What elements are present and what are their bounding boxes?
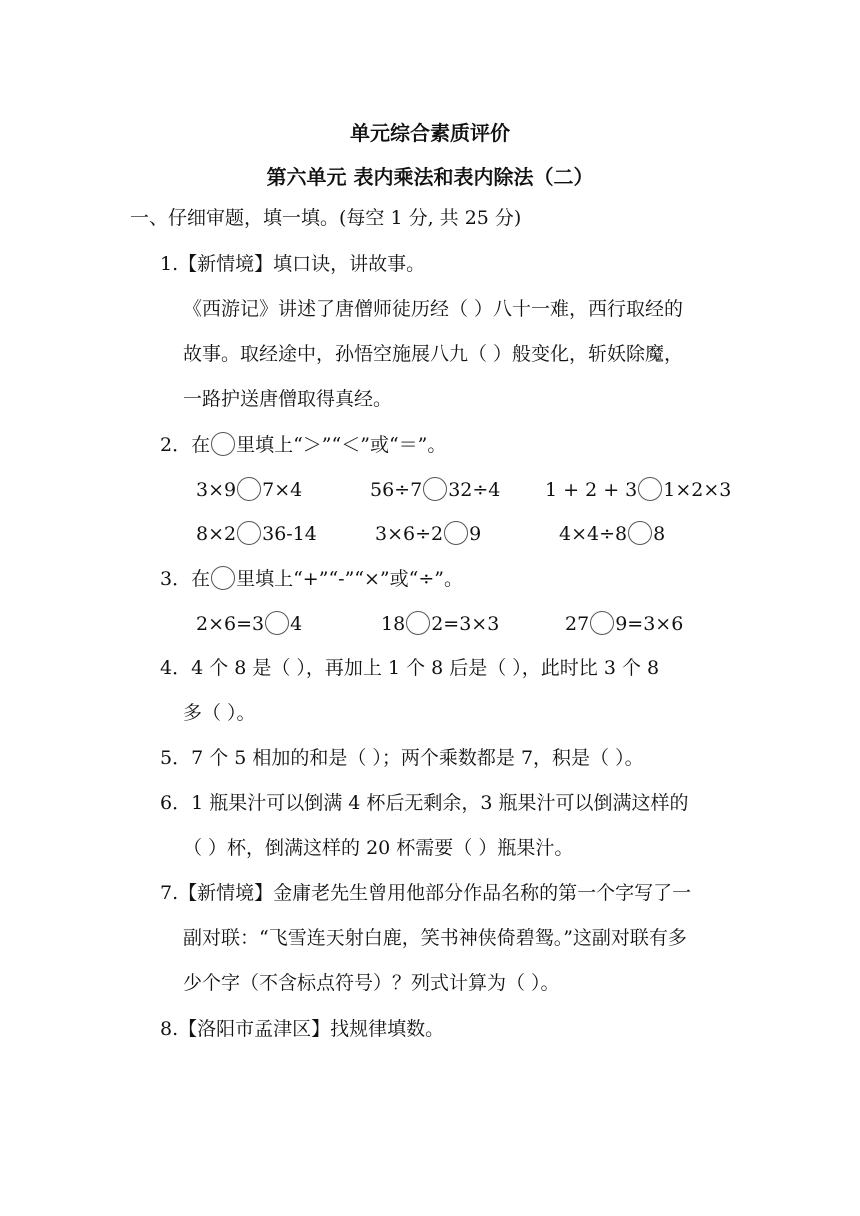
answer-circle[interactable]	[237, 521, 261, 545]
answer-circle	[211, 432, 235, 456]
expr-left: 1 + 2 + 3	[545, 479, 638, 501]
q2-heading-a: 2．在	[160, 434, 211, 456]
q2-item-c	[545, 477, 731, 502]
answer-circle[interactable]	[628, 521, 652, 545]
answer-circle[interactable]	[237, 477, 261, 501]
q2-item-e	[375, 521, 481, 546]
expr-left: 18	[381, 613, 406, 635]
expr-left: 2×6=3	[196, 613, 265, 635]
expr-left: 4×4÷8	[559, 523, 628, 545]
answer-circle[interactable]	[406, 611, 430, 635]
answer-circle[interactable]	[590, 611, 614, 635]
expr-right: 9=3×6	[615, 613, 684, 635]
expr-left: 3×9	[196, 479, 237, 501]
q7-line-1: 7.【新情境】金庸老先生曾用他部分作品名称的第一个字写了一	[160, 882, 692, 904]
section-heading: 一、仔细审题，填一填。(每空 1 分, 共 25 分)	[130, 207, 522, 229]
expr-left: 8×2	[196, 523, 237, 545]
q1-line-2: 故事。取经途中，孙悟空施展八九（ ）般变化，斩妖除魔，	[183, 343, 684, 365]
expr-right: 2=3×3	[431, 613, 500, 635]
expr-right: 36-14	[262, 523, 317, 545]
q7-line-3: 少个字（不含标点符号）？列式计算为（ ）。	[183, 972, 560, 994]
expr-left: 27	[565, 613, 590, 635]
expr-right: 4	[290, 613, 303, 635]
q1-line-1: 《西游记》讲述了唐僧师徒历经（ ）八十一难，西行取经的	[183, 298, 684, 320]
expr-left: 3×6÷2	[375, 523, 444, 545]
q7-line-2: 副对联：“飞雪连天射白鹿，笑书神侠倚碧鸳。”这副对联有多	[183, 927, 687, 949]
answer-circle[interactable]	[265, 611, 289, 635]
q4-line-2: 多（ ）。	[183, 702, 256, 724]
answer-circle[interactable]	[423, 477, 447, 501]
page-title: 单元综合素质评价	[350, 121, 510, 145]
q2-item-d	[196, 521, 317, 546]
expr-left: 56÷7	[370, 479, 423, 501]
q2-heading	[160, 432, 446, 457]
q6-line-2: （ ）杯，倒满这样的 20 杯需要（ ）瓶果汁。	[183, 837, 574, 859]
q2-item-a	[196, 477, 302, 502]
q2-heading-b: 里填上“＞”“＜”或“＝”。	[236, 434, 447, 456]
answer-circle[interactable]	[638, 477, 662, 501]
q3-heading-b: 里填上“+”“-”“×”或“÷”。	[236, 568, 463, 590]
unit-title: 第六单元 表内乘法和表内除法（二）	[266, 165, 594, 189]
expr-right: 1×2×3	[663, 479, 732, 501]
q3-heading-a: 3．在	[160, 568, 211, 590]
expr-right: 8	[653, 523, 666, 545]
q3-item-a	[196, 611, 302, 636]
expr-right: 9	[469, 523, 482, 545]
q4-line-1: 4．4 个 8 是（ ），再加上 1 个 8 后是（ ），此时比 3 个 8	[160, 657, 660, 679]
answer-circle	[211, 566, 235, 590]
q2-item-b	[370, 477, 500, 502]
q1-line-3: 一路护送唐僧取得真经。	[183, 388, 393, 410]
q3-item-b	[381, 611, 499, 636]
q1-heading: 1.【新情境】填口诀，讲故事。	[160, 253, 426, 275]
q8-heading: 8.【洛阳市孟津区】找规律填数。	[160, 1018, 445, 1040]
q5-line: 5．7 个 5 相加的和是（ ）；两个乘数都是 7，积是（ ）。	[160, 747, 644, 769]
answer-circle[interactable]	[444, 521, 468, 545]
q6-line-1: 6．1 瓶果汁可以倒满 4 杯后无剩余，3 瓶果汁可以倒满这样的	[160, 792, 689, 814]
q3-heading	[160, 566, 463, 591]
q3-item-c	[565, 611, 683, 636]
expr-right: 32÷4	[448, 479, 501, 501]
q2-item-f	[559, 521, 665, 546]
expr-right: 7×4	[262, 479, 303, 501]
